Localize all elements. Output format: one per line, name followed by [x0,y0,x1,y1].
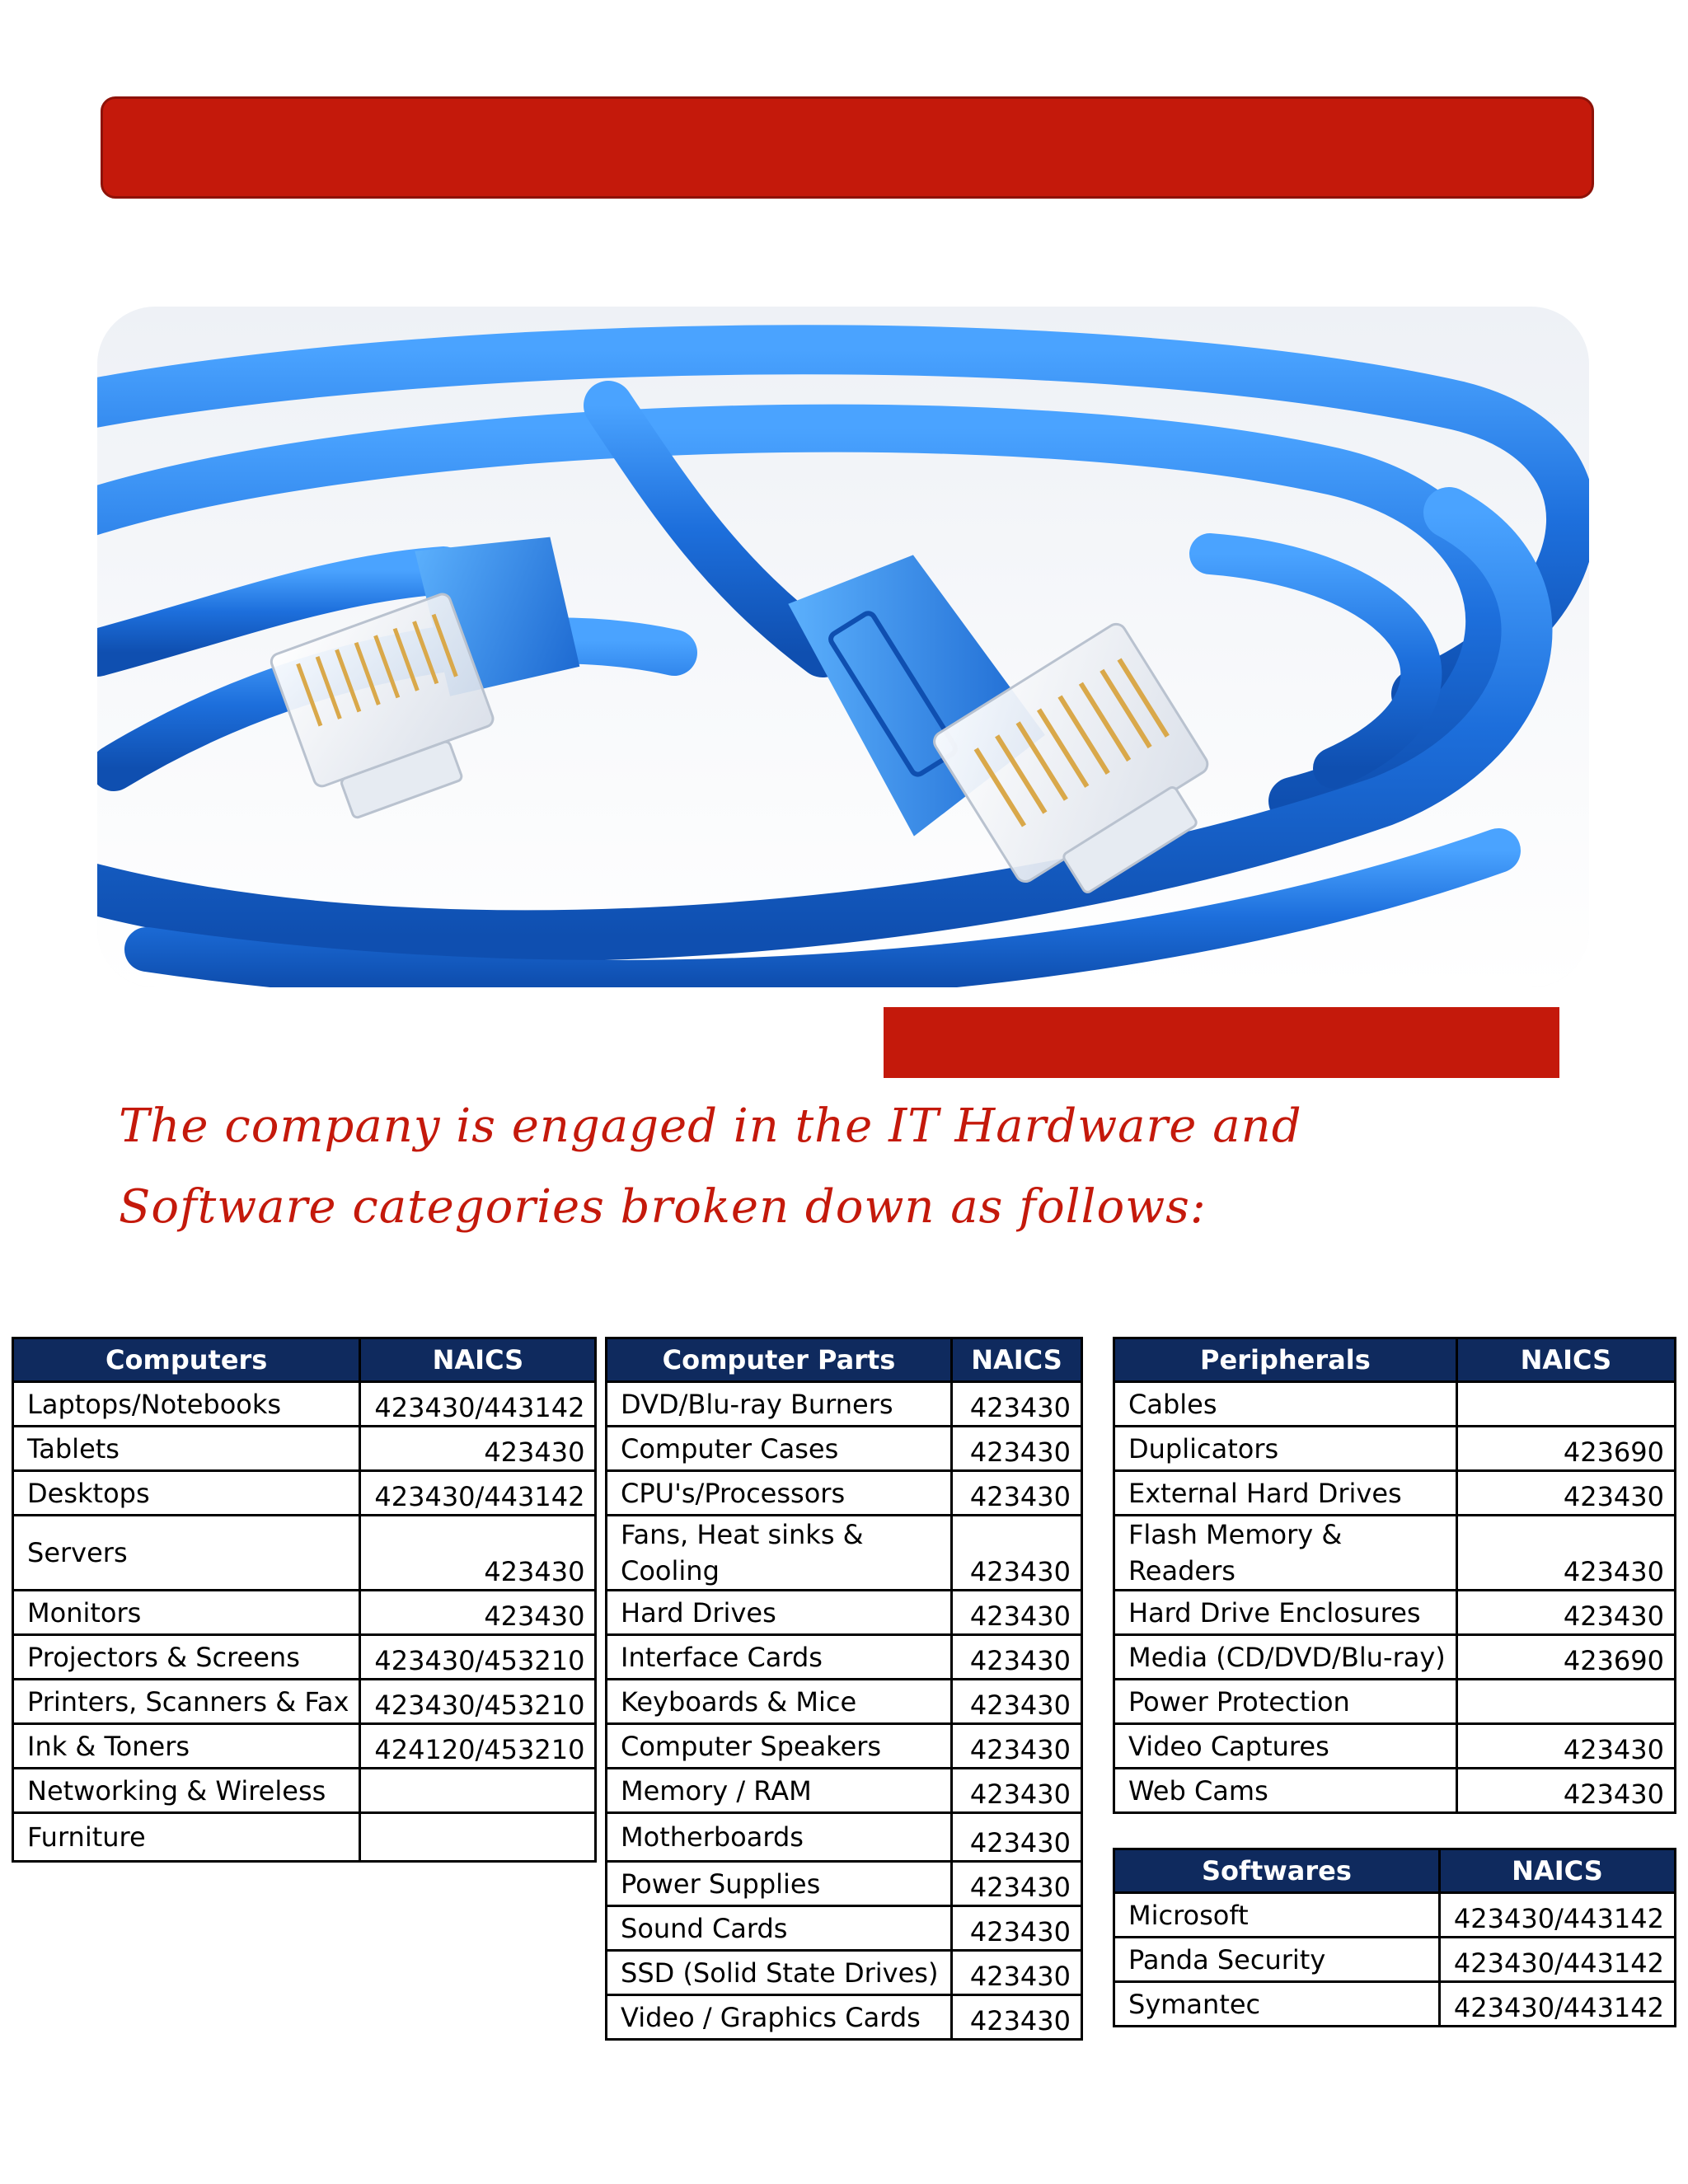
naics-code: 423430 [951,1906,1081,1951]
table-row [607,1995,1082,2040]
table-row [13,1635,596,1680]
table-row [607,1635,1082,1680]
naics-code [360,1813,596,1862]
table-row [607,1591,1082,1635]
naics-code: 423690 [1456,1635,1675,1680]
table-row [607,1813,1082,1862]
category-name: Laptops/Notebooks [13,1382,360,1427]
table-row [13,1382,596,1427]
naics-code: 424120/453210 [360,1724,596,1769]
table-row [1114,1938,1676,1982]
naics-code: 423430/443142 [360,1471,596,1516]
naics-code: 423430 [360,1591,596,1635]
category-name: Duplicators [1114,1427,1457,1471]
category-name: Flash Memory & Readers [1114,1516,1457,1591]
table-header-row [607,1338,1082,1382]
category-name: Memory / RAM [607,1769,952,1813]
section-banner [884,1007,1559,1078]
category-name: Motherboards [607,1813,952,1862]
naics-code: 423430/453210 [360,1635,596,1680]
category-name: Cables [1114,1382,1457,1427]
category-name: Networking & Wireless [13,1769,360,1813]
category-name: Computer Speakers [607,1724,952,1769]
table-row [1114,1382,1676,1427]
naics-code: 423430 [951,1724,1081,1769]
category-name: Furniture [13,1813,360,1862]
naics-code: 423430 [951,1813,1081,1862]
table-row [607,1769,1082,1813]
naics-code: 423430/453210 [360,1680,596,1724]
category-name: Ink & Toners [13,1724,360,1769]
naics-code: 423430/443142 [1439,1893,1675,1938]
computer-parts-table [605,1337,1083,2041]
table-row [13,1427,596,1471]
table-row [1114,1471,1676,1516]
naics-code: 423430 [951,1382,1081,1427]
category-name: Symantec [1114,1982,1440,2027]
naics-code: 423430 [1456,1516,1675,1591]
table-row [13,1471,596,1516]
naics-code: 423430 [1456,1724,1675,1769]
table-row [13,1516,596,1591]
naics-code [1456,1382,1675,1427]
category-name: SSD (Solid State Drives) [607,1951,952,1995]
peripherals-table [1113,1337,1676,1814]
intro-line-1: The company is engaged in the IT Hardware and [119,1099,1302,1153]
intro-text [119,1086,1561,1248]
column-header: Computer Parts [607,1338,952,1382]
table-row [13,1813,596,1862]
table-row [1114,1591,1676,1635]
category-name: Sound Cards [607,1906,952,1951]
category-name: Video / Graphics Cards [607,1995,952,2040]
column-header: NAICS [1456,1338,1675,1382]
naics-code: 423430/443142 [360,1382,596,1427]
naics-code: 423430 [951,1471,1081,1516]
table-header-row [13,1338,596,1382]
category-name: Power Supplies [607,1862,952,1906]
table-row [607,1471,1082,1516]
table-row [1114,1680,1676,1724]
naics-code: 423430 [360,1427,596,1471]
column-header: NAICS [360,1338,596,1382]
category-name: Video Captures [1114,1724,1457,1769]
table-row [1114,1893,1676,1938]
naics-code: 423430 [1456,1471,1675,1516]
naics-code: 423430 [1456,1769,1675,1813]
category-name: Microsoft [1114,1893,1440,1938]
softwares-table [1113,1848,1676,2027]
table-row [1114,1982,1676,2027]
category-name: Desktops [13,1471,360,1516]
naics-code: 423430 [951,1635,1081,1680]
naics-code: 423430/443142 [1439,1982,1675,2027]
naics-code: 423430 [951,1995,1081,2040]
naics-code [1456,1680,1675,1724]
category-name: Monitors [13,1591,360,1635]
naics-code: 423430 [951,1769,1081,1813]
category-name: Printers, Scanners & Fax [13,1680,360,1724]
table-row [13,1724,596,1769]
category-name: Fans, Heat sinks & Cooling [607,1516,952,1591]
table-row [607,1427,1082,1471]
naics-code: 423430 [951,1951,1081,1995]
category-name: CPU's/Processors [607,1471,952,1516]
category-name: Hard Drive Enclosures [1114,1591,1457,1635]
naics-code: 423430 [951,1680,1081,1724]
category-name: Servers [13,1516,360,1591]
column-header: NAICS [1439,1849,1675,1893]
table-row [607,1382,1082,1427]
category-name: Web Cams [1114,1769,1457,1813]
table-row [607,1862,1082,1906]
table-row [607,1724,1082,1769]
naics-code [360,1769,596,1813]
category-name: Hard Drives [607,1591,952,1635]
top-banner [101,96,1594,199]
table-header-row [1114,1849,1676,1893]
category-name: Projectors & Screens [13,1635,360,1680]
category-name: Computer Cases [607,1427,952,1471]
naics-code: 423430 [951,1516,1081,1591]
table-row [1114,1427,1676,1471]
table-row [13,1769,596,1813]
table-header-row [1114,1338,1676,1382]
naics-code: 423430 [360,1516,596,1591]
category-name: External Hard Drives [1114,1471,1457,1516]
table-row [607,1516,1082,1591]
category-name: Interface Cards [607,1635,952,1680]
table-row [13,1680,596,1724]
naics-code: 423430/443142 [1439,1938,1675,1982]
category-name: Panda Security [1114,1938,1440,1982]
category-name: Tablets [13,1427,360,1471]
table-row [607,1906,1082,1951]
naics-code: 423430 [951,1591,1081,1635]
category-name: Keyboards & Mice [607,1680,952,1724]
computers-table [12,1337,597,1863]
table-row [607,1680,1082,1724]
table-row [1114,1724,1676,1769]
column-header: Computers [13,1338,360,1382]
naics-code: 423430 [951,1862,1081,1906]
table-row [1114,1516,1676,1591]
hero-image-ethernet-cable [97,307,1589,987]
column-header: NAICS [951,1338,1081,1382]
intro-line-2: Software categories broken down as follows: [119,1180,1207,1234]
column-header: Peripherals [1114,1338,1457,1382]
category-name: Power Protection [1114,1680,1457,1724]
naics-code: 423430 [1456,1591,1675,1635]
category-name: DVD/Blu-ray Burners [607,1382,952,1427]
column-header: Softwares [1114,1849,1440,1893]
table-row [13,1591,596,1635]
category-name: Media (CD/DVD/Blu-ray) [1114,1635,1457,1680]
table-row [607,1951,1082,1995]
naics-code: 423690 [1456,1427,1675,1471]
table-row [1114,1769,1676,1813]
table-row [1114,1635,1676,1680]
naics-code: 423430 [951,1427,1081,1471]
